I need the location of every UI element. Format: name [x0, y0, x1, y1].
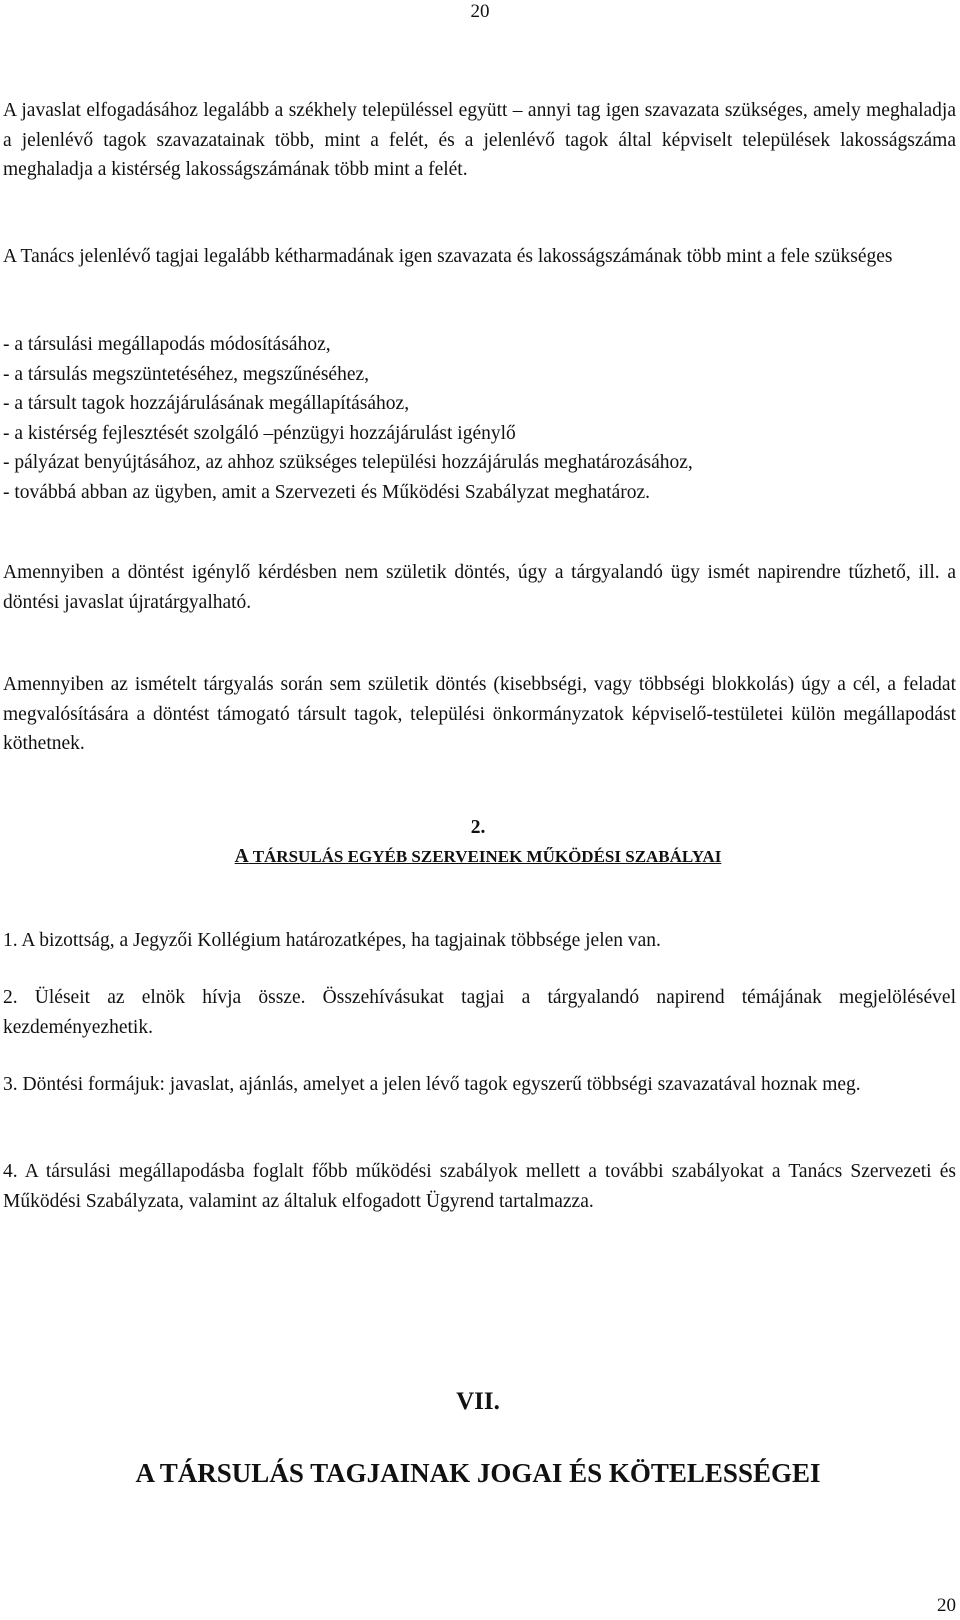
list-item: - a kistérség fejlesztését szolgáló –pénzügyi hozzájárulást igénylő: [3, 422, 516, 444]
list-item: - a társult tagok hozzájárulásának megállapításához,: [3, 393, 410, 414]
list-item: - pályázat benyújtásához, az ahhoz szükséges települési hozzájárulás meghatározásához,: [3, 452, 693, 473]
section-item-3: 3. Döntési formájuk: javaslat, ajánlás, amelyet a jelen lévő tagok egyszerű többségi szavazatával hoznak meg.: [3, 1074, 861, 1095]
requirements-list: [3, 330, 956, 507]
paragraph-two-thirds: A Tanács jelenlévő tagjai legalább kétharmadának igen szavazata és lakosságszámának több mint a fele szükséges: [3, 246, 893, 267]
section-item-1: 1. A bizottság, a Jegyzői Kollégium határozatképes, ha tagjainak többsége jelen van.: [3, 930, 661, 951]
paragraph-no-decision: Amennyiben a döntést igénylő kérdésben nem születik döntés, úgy a tárgyalandó ügy ismét napirendre tűzhető, ill. a döntési javaslat újratárgyalható.: [3, 562, 956, 613]
page-number-bottom: 20: [937, 1595, 956, 1616]
list-item: - a társulási megállapodás módosításához,: [3, 334, 331, 355]
chapter-number: VII.: [456, 1388, 500, 1415]
chapter-title: A TÁRSULÁS TAGJAINAK JOGAI ÉS KÖTELESSÉGEI: [135, 1458, 821, 1488]
section-title: [0, 844, 956, 870]
section-title-rest: TÁRSULÁS EGYÉB SZERVEINEK MŰKÖDÉSI SZABÁLYAI: [248, 847, 722, 866]
paragraph-voting-majority: A javaslat elfogadásához legalább a székhely településsel együtt – annyi tag igen szavazata szükséges, amely meghaladja a jelenlévő tagok szavazatainak több, mint a felét, és a jelenlévő tagok által képviselt települések lakosságszáma meghaladja a kistérség lakosságszámának több mint a felét.: [3, 100, 956, 180]
section-title-initial: A: [234, 846, 249, 867]
section-item-4: 4. A társulási megállapodásba foglalt főbb működési szabályok mellett a további szabályokat a Tanács Szervezeti és Működési Szabályzata, valamint az általuk elfogadott Ügyrend tartalmazza.: [3, 1161, 956, 1212]
section-item-2: 2. Üléseit az elnök hívja össze. Összehívásukat tagjai a tárgyalandó napirend témájának megjelölésével kezdeményezhetik.: [3, 987, 956, 1038]
list-item: - továbbá abban az ügyben, amit a Szervezeti és Működési Szabályzat meghatároz.: [3, 481, 651, 503]
page-number-top: 20: [470, 1, 490, 22]
list-item: - a társulás megszüntetéséhez, megszűnéséhez,: [3, 363, 370, 385]
section-number: 2.: [470, 817, 486, 838]
paragraph-repeated-no-decision: Amennyiben az ismételt tárgyalás során sem születik döntés (kisebbségi, vagy többségi blokkolás) úgy a cél, a feladat megvalósítására a döntést támogató társult tagok, települési önkormányzatok képviselő-testületei külön megállapodást köthetnek.: [3, 674, 956, 754]
